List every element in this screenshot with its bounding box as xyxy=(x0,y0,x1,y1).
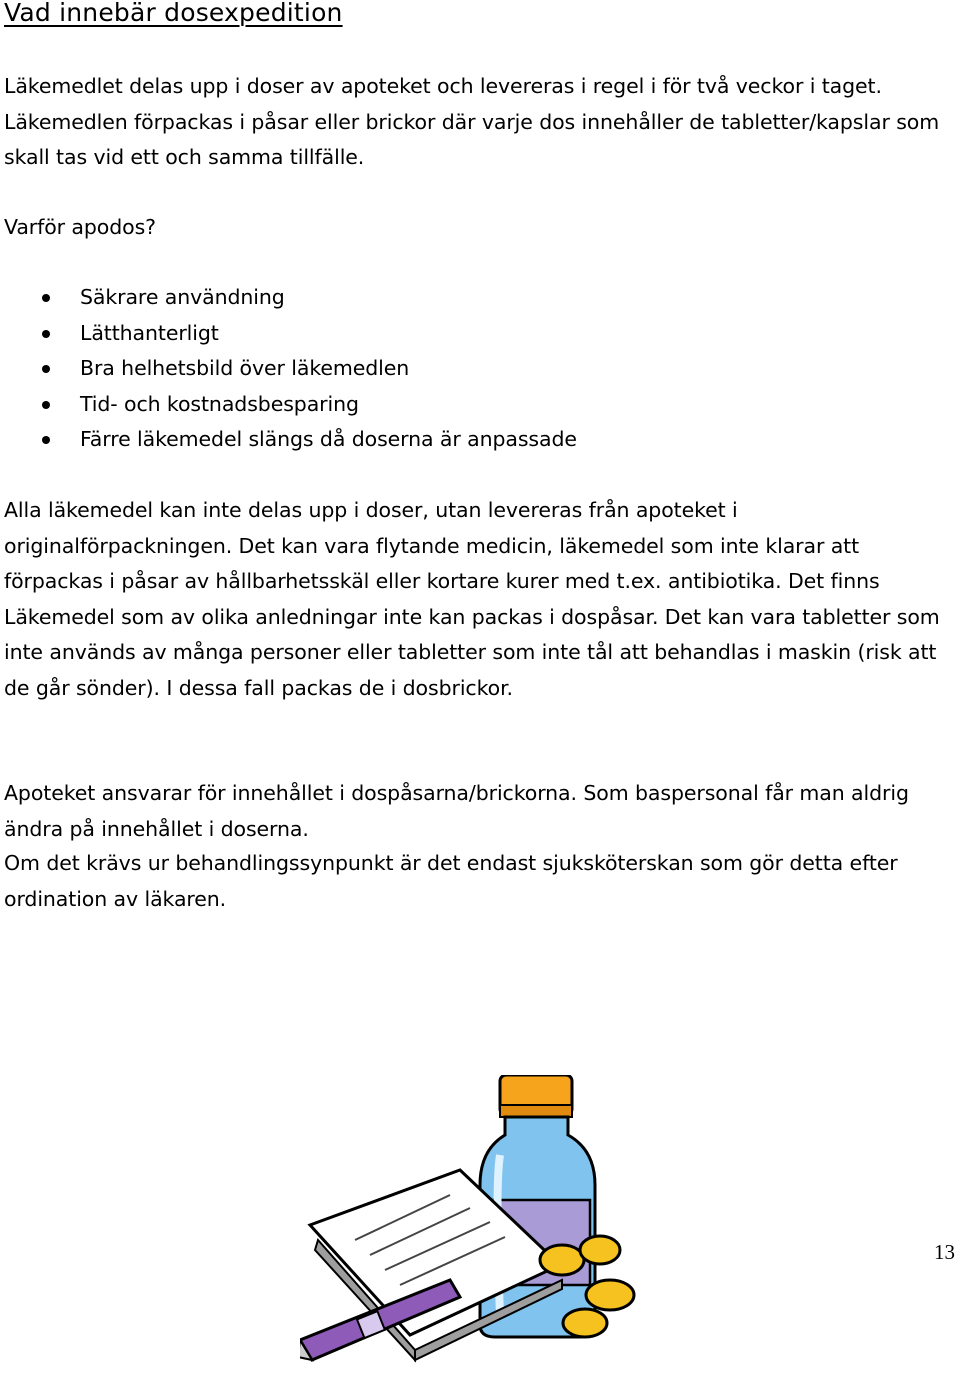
body-paragraph-ordination: Om det krävs ur behandlingssynpunkt är det endast sjuksköterskan som gör detta efter ordination av läkaren. xyxy=(4,851,898,911)
page-title: Vad innebär dosexpedition xyxy=(4,0,343,27)
body-paragraph-ansvar: Apoteket ansvarar för innehållet i dospåsarna/brickorna. Som baspersonal får man aldrig ändra på innehållet i doserna. xyxy=(4,781,909,841)
list-item-label: Lätthanterligt xyxy=(80,320,219,345)
page-number: 13 xyxy=(934,1240,955,1264)
intro-paragraph: Läkemedlet delas upp i doser av apoteket och levereras i regel i för två veckor i taget. Läkemedlen förpackas i påsar eller brickor där varje dos innehåller de tabletter/kapslar som skall tas vid ett och samma tillfälle. xyxy=(4,74,940,169)
medicine-clipart-icon xyxy=(300,1075,660,1374)
bullet-icon xyxy=(42,365,50,373)
list-item-label: Färre läkemedel slängs då doserna är anpassade xyxy=(80,427,577,451)
list-item-label: Tid- och kostnadsbesparing xyxy=(80,391,359,416)
bullet-icon xyxy=(42,436,50,444)
list-item xyxy=(0,280,577,316)
list-item xyxy=(0,316,577,352)
list-item-label: Bra helhetsbild över läkemedlen xyxy=(80,356,410,380)
subheading: Varför apodos? xyxy=(4,215,156,239)
bullet-icon xyxy=(42,330,50,338)
bullet-icon xyxy=(42,294,50,302)
list-item xyxy=(0,387,577,423)
bullet-icon xyxy=(42,401,50,409)
list-item-label: Säkrare användning xyxy=(80,285,285,309)
benefits-list xyxy=(0,280,577,458)
list-item xyxy=(0,422,577,458)
body-paragraph-originalforpackning: Alla läkemedel kan inte delas upp i doser, utan levereras från apoteket i originalförpackningen. Det kan vara flytande medicin, läkemedel som inte klarar att förpackas i påsar av hållbarhetsskäl eller kortare kurer med t.ex. antibiotika. Det finns Läkemedel som av olika anledningar inte kan packas i dospåsar. Det kan vara tabletter som inte används av många personer eller tabletter som inte tål att behandlas i maskin (risk att de går sönder). I dessa fall packas de i dosbrickor. xyxy=(4,498,940,700)
list-item xyxy=(0,351,577,387)
